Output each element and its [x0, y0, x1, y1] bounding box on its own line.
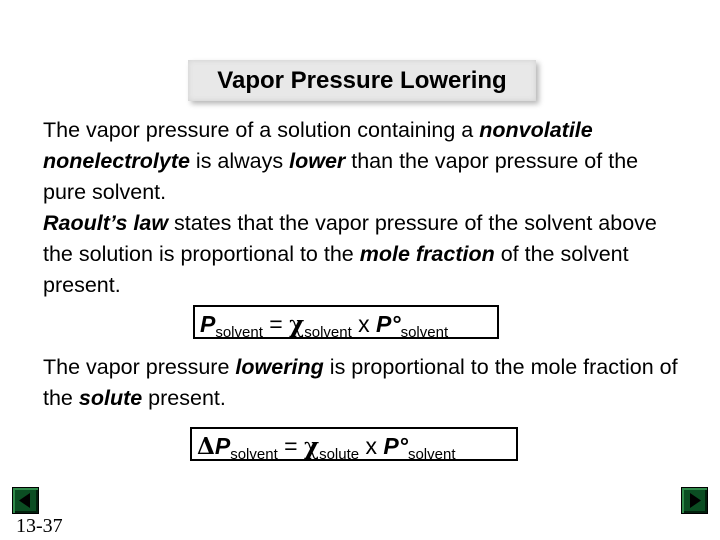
eq-symbol-chi: χ — [303, 433, 320, 460]
eq-times: x — [351, 311, 377, 337]
eq-symbol-p-zero: P° — [376, 311, 401, 337]
eq-equals: = — [277, 433, 304, 459]
text-run: states that the vapor pressure of the solvent above the solution is proportional to the — [43, 211, 657, 266]
text-run: than the vapor pressure of the pure solvent. — [43, 149, 639, 204]
triangle-left-icon — [13, 488, 38, 513]
paragraph-raoults-law — [43, 208, 683, 301]
eq-subscript-solute: solute — [319, 446, 360, 463]
next-slide-button[interactable] — [681, 487, 708, 514]
eq-subscript-solvent: solvent — [230, 446, 278, 463]
text-run: of the solvent present. — [43, 242, 629, 297]
text-run: present. — [142, 386, 226, 410]
text-run: The vapor pressure — [43, 355, 236, 379]
equation-vapor-pressure-lowering — [190, 427, 518, 461]
emphasis-raoults-law: Raoult’s law — [43, 211, 169, 235]
eq-subscript-solvent: solvent — [215, 324, 263, 341]
paragraph-lowering — [43, 352, 683, 414]
emphasis-solute: solute — [78, 386, 143, 410]
text-run: is always — [189, 149, 290, 173]
text-run: is proportional to the mole fraction of the — [43, 355, 678, 410]
eq-subscript-solvent: solvent — [400, 324, 449, 341]
equation-raoults-law — [193, 305, 499, 339]
eq-equals: = — [262, 311, 290, 337]
slide-title: Vapor Pressure Lowering — [217, 67, 507, 94]
previous-slide-button[interactable] — [12, 487, 39, 514]
triangle-right-icon — [682, 488, 707, 513]
title-banner — [188, 60, 536, 101]
emphasis-lowering: lowering — [235, 355, 324, 379]
emphasis-mole-fraction: mole fraction — [359, 242, 495, 266]
eq-symbol-chi: χ — [289, 311, 305, 338]
eq-subscript-solvent: solvent — [304, 324, 352, 341]
text-run: The vapor pressure of a solution containing a — [43, 118, 480, 142]
paragraph-definition — [43, 115, 683, 208]
eq-symbol-p: P — [214, 433, 231, 459]
eq-times: x — [359, 433, 384, 459]
eq-symbol-p-zero: P° — [383, 433, 408, 459]
emphasis-lower: lower — [289, 149, 346, 173]
eq-symbol-p: P — [200, 311, 216, 337]
slide-number: 13-37 — [16, 515, 63, 537]
eq-symbol-delta: Δ — [197, 433, 215, 460]
eq-subscript-solvent: solvent — [407, 446, 456, 463]
emphasis-nonvolatile-nonelectrolyte: nonvolatile nonelectrolyte — [43, 118, 593, 173]
